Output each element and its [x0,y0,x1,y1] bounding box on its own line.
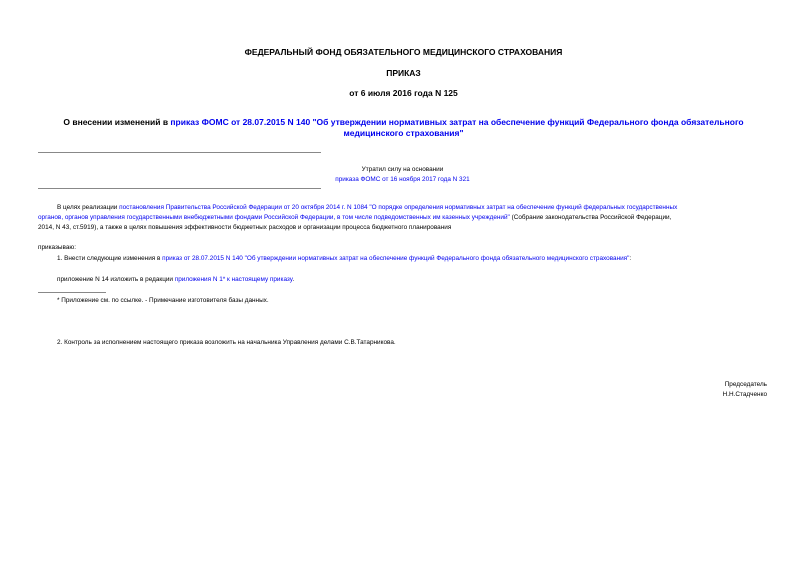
order-word: приказываю: [38,244,76,251]
preamble-line3: 2014, N 43, ст.5919), а также в целях повышения эффективности бюджетных расходов и организации процесса бюджетного планирования [38,224,452,231]
repeal-order-link[interactable]: приказа ФОМС от 16 ноября 2017 года N 321 [335,176,470,183]
preamble-line2 [38,213,671,222]
government-decree-link[interactable]: постановления Правительства Российской Федерации от 20 октября 2014 г. N 1084 "О порядке определения нормативных затрат на обеспечение функций федеральных государственных [119,204,678,211]
government-decree-link-cont[interactable]: органов, органов управления государственными внебюджетными фондами Российской Федерации, в том числе подведомственных им казенных учреждений" [38,214,510,221]
divider-bottom [38,188,321,189]
title-order-link-cont[interactable]: медицинского страхования" [343,128,464,138]
item-1-order-link[interactable]: приказ от 28.07.2015 N 140 "Об утверждении нормативных затрат на обеспечение функций Федерального фонда обязательного медицинского страхования" [162,255,630,262]
preamble-source: (Собрание законодательства Российской Федерации, [509,214,672,221]
appendix-link[interactable]: приложения N 1* к настоящему приказу [174,276,293,283]
item-1-text: 1. Внести следующие изменения в [57,255,163,262]
item-1 [57,254,631,263]
status-note-text: Утратил силу на основании [361,166,444,173]
doc-title-line2 [0,128,807,139]
item-1-end: : [629,255,632,262]
status-note-line2 [300,175,505,184]
doc-type: ПРИКАЗ [386,68,421,78]
org-name: ФЕДЕРАЛЬНЫЙ ФОНД ОБЯЗАТЕЛЬНОГО МЕДИЦИНСКОГО СТРАХОВАНИЯ [244,47,563,57]
footnote: * Приложение см. по ссылке. - Примечание изготовителя базы данных. [57,297,269,304]
divider-top [38,152,321,153]
title-order-link[interactable]: приказ ФОМС от 28.07.2015 N 140 "Об утверждении нормативных затрат на обеспечение функций Федерального фонда обязательного [170,117,744,127]
appendix-text: приложение N 14 изложить в редакции [57,276,175,283]
doc-title [0,117,807,128]
preamble-text: В целях реализации [57,204,120,211]
signature-role: Председатель [724,381,767,388]
signature-name: Н.Н.Стадченко [722,391,767,398]
preamble-line1 [57,203,677,212]
footnote-divider [38,292,106,293]
title-prefix: О внесении изменений в [63,117,171,127]
appendix-line [57,275,294,284]
item-2: 2. Контроль за исполнением настоящего приказа возложить на начальника Управления делами С.В.Татарникова. [57,339,396,346]
appendix-end: . [292,276,295,283]
doc-date: от 6 июля 2016 года N 125 [349,88,458,98]
